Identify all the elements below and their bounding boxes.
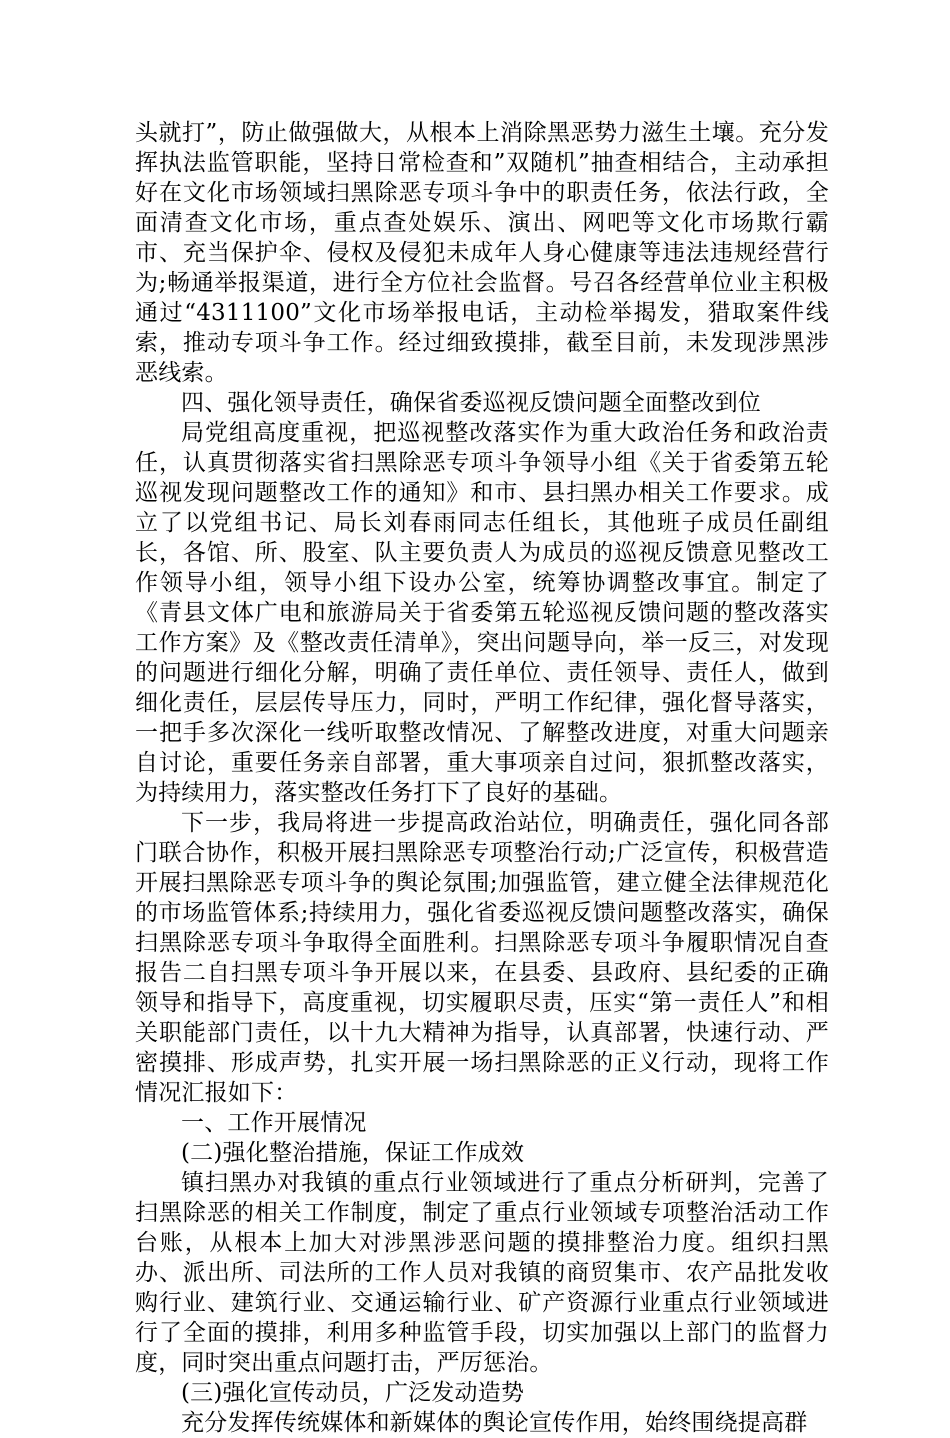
- heading-work-progress: 一、工作开展情况: [181, 1110, 367, 1136]
- paragraph-media-publicity: 充分发挥传统媒体和新媒体的舆论宣传作用，始终围绕提高群: [181, 1410, 808, 1436]
- paragraph-crackdown-supervision: 头就打”，防止做强做大，从根本上消除黑恶势力滋生土壤。充分发挥执法监管职能，坚持日常检查和”双随机”抽查相结合，主动承担好在文化市场领域扫黑除恶专项斗争中的职责任务，依法行政，全面清查文化市场，重点查处娱乐、演出、网吧等文化市场欺行霸市、充当保护伞、侵权及侵犯未成年人身心健康等违法违规经营行为;畅通举报渠道，进行全方位社会监督。号召各经营单位业主积极通过“4311100”文化市场举报电话，主动检举揭发，猎取案件线索，推动专项斗争工作。经过细致摸排，截至目前，未发现涉黑涉恶线索。: [135, 120, 829, 386]
- paragraph-inspection-rectification: 局党组高度重视，把巡视整改落实作为重大政治任务和政治责任，认真贯彻落实省扫黑除恶专项斗争领导小组《关于省委第五轮巡视发现问题整改工作的通知》和市、县扫黑办相关工作要求。成立了以党组书记、局长刘春雨同志任组长，其他班子成员任副组长，各馆、所、股室、队主要负责人为成员的巡视反馈意见整改工作领导小组，领导小组下设办公室，统筹协调整改事宜。制定了《青县文体广电和旅游局关于省委第五轮巡视反馈问题的整改落实工作方案》及《整改责任清单》，突出问题导向，举一反三，对发现的问题进行细化分解，明确了责任单位、责任领导、责任人，做到细化责任，层层传导压力，同时，严明工作纪律，强化督导落实，一把手多次深化一线听取整改情况、了解整改进度，对重大问题亲自讨论，重要任务亲自部署，重大事项亲自过问，狠抓整改落实，为持续用力，落实整改任务打下了良好的基础。: [135, 420, 829, 806]
- heading-section-four: 四、强化领导责任，确保省委巡视反馈问题全面整改到位: [181, 390, 761, 416]
- paragraph-key-industries: 镇扫黑办对我镇的重点行业领域进行了重点分析研判，完善了扫黑除恶的相关工作制度，制定了重点行业领域专项整治活动工作台账，从根本上加大对涉黑涉恶问题的摸排整治力度。组织扫黑办、派出所、司法所的工作人员对我镇的商贸集市、农产品批发收购行业、建筑行业、交通运输行业、矿产资源行业重点行业领域进行了全面的摸排，利用多种监管手段，切实加强以上部门的监督力度，同时突出重点问题打击，严厉惩治。: [135, 1170, 829, 1376]
- document-page: [135, 118, 829, 1438]
- subheading-publicity-mobilization: (三)强化宣传动员，广泛发动造势: [181, 1380, 525, 1406]
- subheading-rectification-measures: (二)强化整治措施，保证工作成效: [181, 1140, 525, 1166]
- paragraph-next-steps-report: 下一步，我局将进一步提高政治站位，明确责任，强化同各部门联合协作，积极开展扫黑除恶专项整治行动;广泛宣传，积极营造开展扫黑除恶专项斗争的舆论氛围;加强监管，建立健全法律规范化的市场监管体系;持续用力，强化省委巡视反馈问题整改落实，确保扫黑除恶专项斗争取得全面胜利。扫黑除恶专项斗争履职情况自查报告二自扫黑专项斗争开展以来，在县委、县政府、县纪委的正确领导和指导下，高度重视，切实履职尽责，压实“第一责任人”和相关职能部门责任，以十九大精神为指导，认真部署，快速行动、严密摸排、形成声势，扎实开展一场扫黑除恶的正义行动，现将工作情况汇报如下：: [135, 810, 829, 1106]
